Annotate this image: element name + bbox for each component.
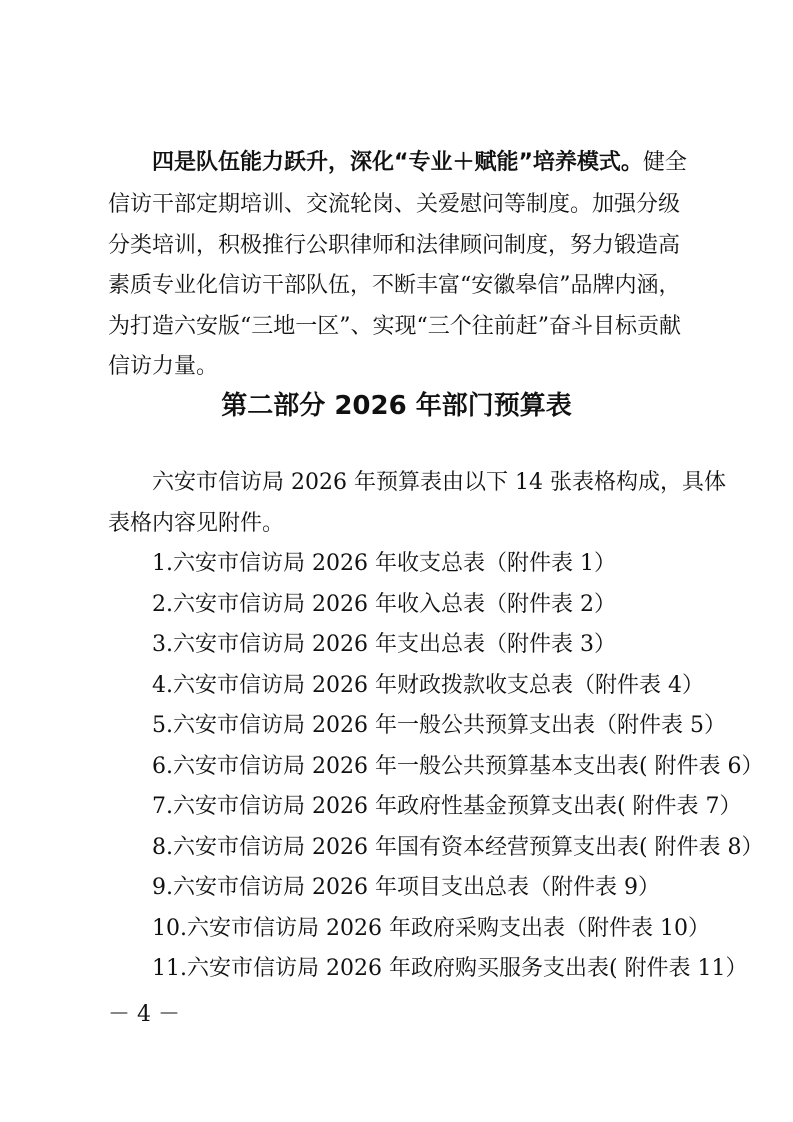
table-list-item: 9.六安市信访局 2026 年项目支出总表（附件表 9）	[152, 875, 660, 900]
para1-line3: 分类培训，积极推行公职律师和法律顾问制度，努力锻造高	[108, 233, 681, 258]
table-list-item: 10.六安市信访局 2026 年政府采购支出表（附件表 10）	[152, 916, 710, 941]
para1-line2: 信访干部定期培训、交流轮岗、关爱慰问等制度。加强分级	[108, 192, 681, 217]
intro-line1: 六安市信访局 2026 年预算表由以下 14 张表格构成，具体	[152, 470, 726, 495]
page-number: － 4 －	[108, 1002, 180, 1027]
table-list-item: 3.六安市信访局 2026 年支出总表（附件表 3）	[152, 632, 616, 657]
table-list-item: 6.六安市信访局 2026 年一般公共预算基本支出表( 附件表 6）	[152, 754, 764, 779]
table-list-item: 8.六安市信访局 2026 年国有资本经营预算支出表( 附件表 8）	[152, 835, 764, 860]
para1-line6: 信访力量。	[108, 354, 219, 379]
section-heading: 第二部分 2026 年部门预算表	[221, 391, 572, 421]
table-list-item: 5.六安市信访局 2026 年一般公共预算支出表（附件表 5）	[152, 713, 726, 738]
intro-line2: 表格内容见附件。	[108, 511, 285, 536]
table-list-item: 2.六安市信访局 2026 年收入总表（附件表 2）	[152, 592, 616, 617]
para1-lead: 四是队伍能力跃升，深化“专业＋赋能”培养模式。	[152, 150, 643, 175]
table-list-item: 1.六安市信访局 2026 年收支总表（附件表 1）	[152, 551, 616, 576]
table-list-item: 4.六安市信访局 2026 年财政拨款收支总表（附件表 4）	[152, 673, 704, 698]
table-list-item: 7.六安市信访局 2026 年政府性基金预算支出表( 附件表 7）	[152, 794, 742, 819]
para1-line1-rest: 健全	[642, 150, 687, 175]
table-list-item: 11.六安市信访局 2026 年政府购买服务支出表( 附件表 11）	[152, 956, 748, 981]
para1-line4: 素质专业化信访干部队伍，不断丰富“安徽皋信”品牌内涵，	[108, 273, 681, 298]
para1-line5: 为打造六安版“三地一区”、实现“三个往前赶”奋斗目标贡献	[108, 314, 681, 339]
para1-line1	[152, 148, 698, 178]
